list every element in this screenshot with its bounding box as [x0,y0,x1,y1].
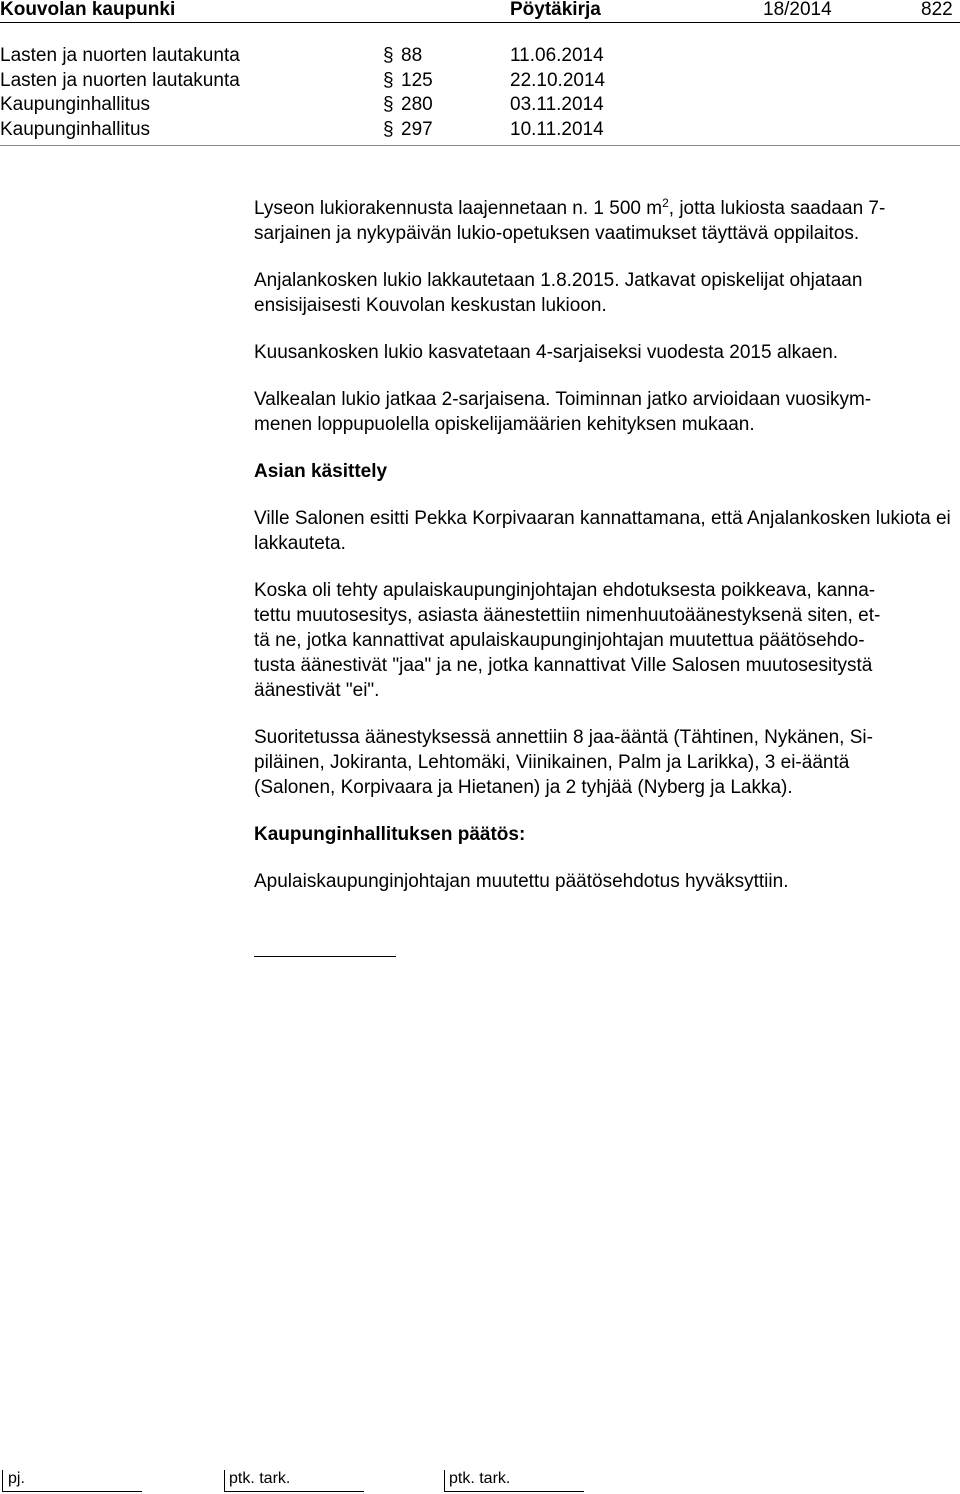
history-row [0,69,960,94]
history-body: Lasten ja nuorten lautakunta [0,45,240,66]
history-number: 297 [401,118,433,140]
section-sign: § [383,45,394,66]
history-number: 125 [401,69,433,91]
history-body: Kaupunginhallitus [0,118,151,140]
footer-signatures [0,1470,960,1494]
footer-chair-label: pj. [8,1470,25,1487]
history-row [0,118,960,143]
section-sign: § [383,69,394,91]
footer-box-underline [2,1491,142,1492]
paragraph-line: tusta äänestivät "jaa" ja ne, jotka kannattivat Ville Salosen muutosesitystä [254,655,873,676]
section-sign: § [383,94,394,115]
history-date: 11.06.2014 [510,45,604,66]
section-sign: § [383,118,394,140]
doc-type: Pöytäkirja [510,0,601,20]
footer-checker-label: ptk. tark. [449,1470,511,1487]
history-body: Lasten ja nuorten lautakunta [0,69,240,91]
history-row [0,93,960,118]
footer-box-underline [224,1491,364,1492]
org-name: Kouvolan kaupunki [0,0,176,20]
superscript: 2 [662,196,669,210]
history-body: Kaupunginhallitus [0,94,151,115]
paragraph-anjalankoski: Anjalankosken lukio lakkautetaan 1.8.2015. Jatkavat opiskelijat ohjataan ensisijaisesti Kouvolan keskustan lukioon. [254,270,863,316]
paragraph-line: (Salonen, Korpivaara ja Hietanen) ja 2 tyhjää (Nyberg ja Lakka). [254,777,793,798]
paragraph-decision: Apulaiskaupunginjohtajan muutettu päätösehdotus hyväksyttiin. [254,871,789,892]
paragraph-line: menen loppupuolella opiskelijamäärien kehityksen mukaan. [254,414,755,435]
paragraph-line: Valkealan lukio jatkaa 2-sarjaisena. Toiminnan jatko arvioidaan vuosikym- [254,389,872,410]
footer-box-edge [444,1470,445,1492]
paragraph-line: äänestivät "ei". [254,680,380,701]
history-divider [0,145,960,146]
heading-asian-kasittely: Asian käsittely [254,461,388,482]
history-number: 88 [401,45,423,66]
page-number: 822 [921,0,953,20]
paragraph-line: tä ne, jotka kannattivat apulaiskaupunginjohtajan muutettua päätösehdo- [254,630,865,651]
history-date: 22.10.2014 [510,69,606,91]
handling-history [0,44,960,142]
paragraph-line: tettu muutosesitys, asiasta äänestettiin nimenhuutoäänestyksenä siten, et- [254,605,881,626]
footer-box-edge [224,1470,225,1492]
history-date: 03.11.2014 [510,94,604,115]
history-row [0,44,960,69]
paragraph-proposal: Ville Salonen esitti Pekka Korpivaaran kannattamana, että Anjalankosken lukiota ei lakkauteta. [254,508,951,554]
paragraph-text: , jotta lukiosta saadaan 7-sarjainen ja nykypäivän lukio-opetuksen vaatimukset täyttävä oppilaitos. [254,198,886,244]
paragraph-text: Lyseon lukiorakennusta laajennetaan n. 1 500 m [254,198,663,219]
footer-box-underline [444,1491,584,1492]
doc-number: 18/2014 [763,0,832,20]
paragraph-valkeala [254,387,954,437]
paragraph-kuusankoski: Kuusankosken lukio kasvatetaan 4-sarjaiseksi vuodesta 2015 alkaen. [254,342,839,363]
history-number: 280 [401,94,433,115]
paragraph-line: Suoritetussa äänestyksessä annettiin 8 jaa-ääntä (Tähtinen, Nykänen, Si- [254,727,873,748]
minutes-body [254,196,954,916]
footer-box-edge [2,1470,3,1492]
footer-checker-label: ptk. tark. [229,1470,291,1487]
document-header [0,0,960,22]
paragraph-line: piläinen, Jokiranta, Lehtomäki, Viinikainen, Palm ja Larikka), 3 ei-ääntä [254,752,850,773]
heading-decision: Kaupunginhallituksen päätös: [254,824,526,845]
header-divider [0,22,960,23]
end-rule [254,956,396,957]
paragraph-vote-procedure [254,578,954,703]
history-date: 10.11.2014 [510,118,604,140]
paragraph-vote-result [254,725,954,800]
paragraph-line: Koska oli tehty apulaiskaupunginjohtajan ehdotuksesta poikkeava, kanna- [254,580,876,601]
paragraph-lyseon [254,196,954,246]
